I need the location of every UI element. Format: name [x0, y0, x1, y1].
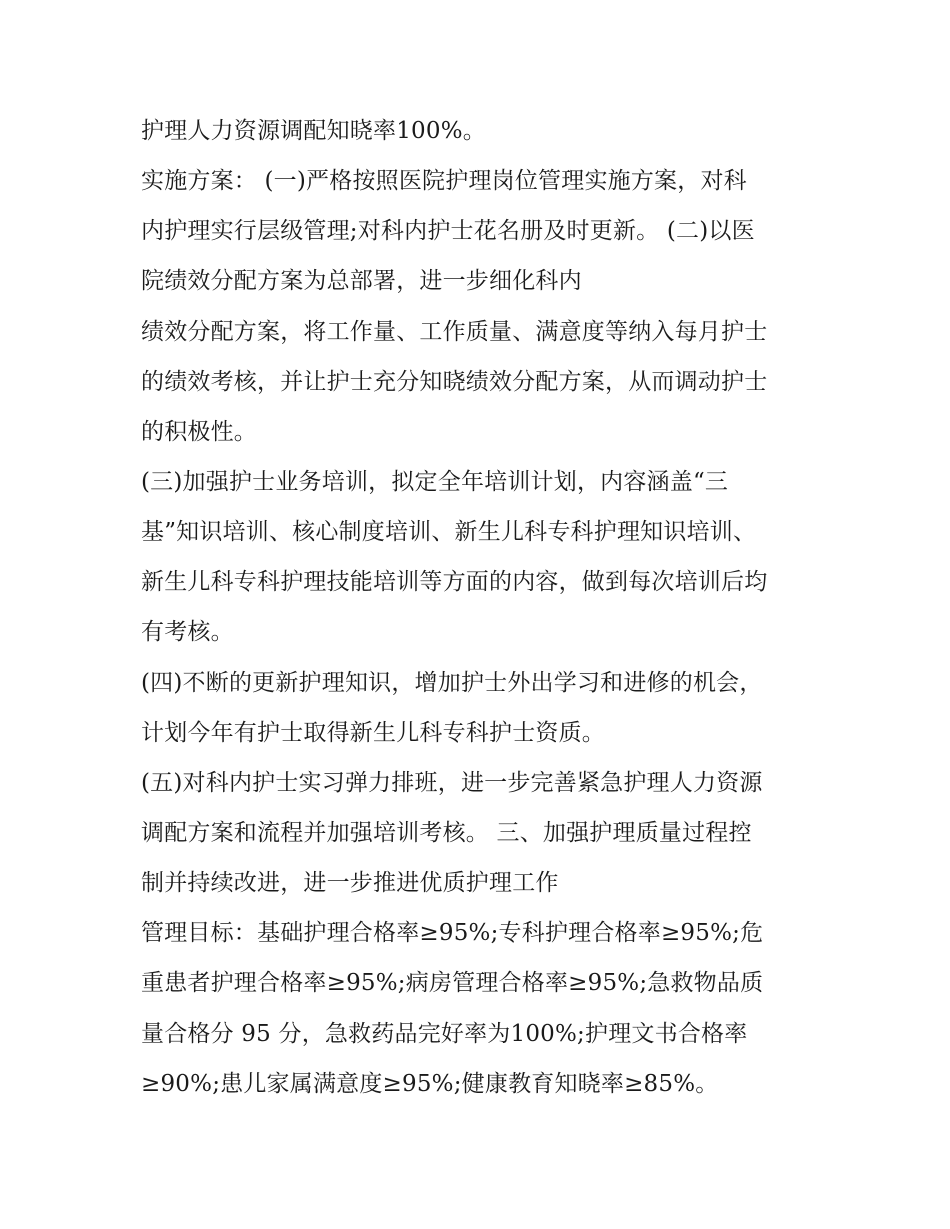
text-line: 新生儿科专科护理技能培训等方面的内容，做到每次培训后均	[141, 569, 768, 595]
text-line: 调配方案和流程并加强培训考核。 三、加强护理质量过程控	[141, 820, 752, 846]
text-line: 绩效分配方案，将工作量、工作质量、满意度等纳入每月护士	[141, 319, 768, 345]
text-line: 重患者护理合格率≥95%;病房管理合格率≥95%;急救物品质	[141, 970, 764, 996]
text-line: 护理人力资源调配知晓率100%。	[141, 118, 486, 144]
text-line: 有考核。	[141, 619, 234, 645]
text-line: 内护理实行层级管理;对科内护士花名册及时更新。 (二)以医	[141, 218, 755, 244]
text-line: 量合格分 95 分，急救药品完好率为100%;护理文书合格率	[141, 1021, 748, 1047]
text-line: 院绩效分配方案为总部署，进一步细化科内	[141, 268, 582, 294]
text-line: 实施方案： (一)严格按照医院护理岗位管理实施方案，对科	[141, 168, 747, 194]
text-line: 计划今年有护士取得新生儿科专科护士资质。	[141, 720, 605, 746]
text-line: 的绩效考核，并让护士充分知晓绩效分配方案，从而调动护士	[141, 369, 768, 395]
text-line: ≥90%;患儿家属满意度≥95%;健康教育知晓率≥85%。	[141, 1071, 719, 1097]
text-line: (三)加强护士业务培训，拟定全年培训计划，内容涵盖“三	[141, 469, 729, 495]
text-line: 的积极性。	[141, 419, 257, 445]
text-line: (五)对科内护士实习弹力排班，进一步完善紧急护理人力资源	[141, 770, 763, 796]
text-line: (四)不断的更新护理知识，增加护士外出学习和进修的机会，	[141, 670, 763, 696]
text-line: 基”知识培训、核心制度培训、新生儿科专科护理知识培训、	[141, 519, 757, 545]
text-line: 管理目标：基础护理合格率≥95%;专科护理合格率≥95%;危	[141, 920, 764, 946]
text-line: 制并持续改进，进一步推进优质护理工作	[141, 870, 559, 896]
